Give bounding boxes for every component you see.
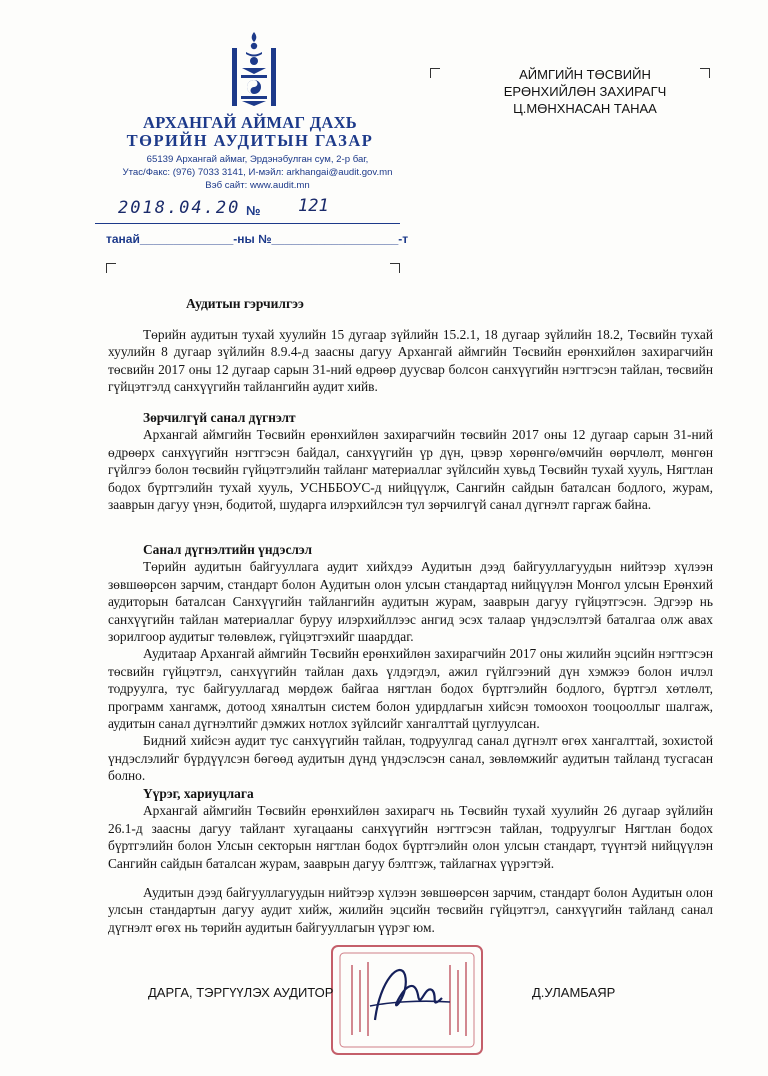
organization-contact: Утас/Факс: (976) 7033 3141, И-мэйл: arkhangai@audit.gov.mn [122,167,393,178]
reference-number: 121 [298,196,329,216]
section-basis-p2: Аудитаар Архангай аймгийн Төсвийн ерөнхийлөн захирагчийн 2017 оны жилийн эцсийн нэгтгэсэн төсвийн гүйцэтгэл, санхүүгийн тайлан дахь үлдэгдэл, ажил гүйлгээний дүн хэмжээ болон ичлэл тодруулга, тус байгууллагад мөрдөж байгаа нягтлан бодох бүртгэлийн бодлого, бүртгэл хөтлөлт, программ хангамж, дотоод хяналтын систем болон удирдлагын хийсэн томоохон тооцооллыг шалгаж, аудитын санал дүгнэлтийг дэмжих нотлох зүйлсийг хангалттай цуглуулсан. [108,646,713,732]
intro-paragraph: Төрийн аудитын тухай хуулийн 15 дугаар зүйлийн 15.2.1, 18 дугаар зүйлийн 18.2, Төсвийн тухай хуулийн 8 дугаар зүйлийн 8.9.4-д заасны дагуу Архангай аймгийн Төсвийн ерөнхийлөн захирагчийн төсвийн 2017 оны 12 дугаар сарын 31-ний өдрөөр дуусвар болсон санхүүгийн нэгтгэсэн тайлан, төсвийн гүйцэтгэлд санхүүгийн тайлангийн аудит хийв. [108,327,713,395]
section-responsibility-heading: Үүрэг, хариуцлага [143,786,254,801]
section-basis-p3: Бидний хийсэн аудит тус санхүүгийн тайлан, тодруулгад санал дүгнэлт өгөх хангалттай, зохистой үндэслэлийг бүрдүүлсэн бөгөөд аудитын дүнд үндэслэсэн санал, зөвлөмжийг аудитын тайланд тусгасан болно. [108,733,713,784]
document-title: Аудитын гэрчилгээ [186,296,304,311]
section-basis-p1: Төрийн аудитын байгууллага аудит хийхдээ Аудитын дээд байгууллагуудын нийтээр хүлээн зөвшөөрсөн зарчим, стандарт болон Аудитын олон улсын стандартад нийцүүлэн Монгол улсын Ерөнхий аудиторын баталсан Санхүүгийн тайлангийн аудитын журам, зааврын дагуу гүйцэтгэсэн. Эдгээр нь санхүүгийн тайлан материаллаг буруу илэрхийллээс ангид эсэх талаар үндэслэлтэй баталгаа олж авах зорилгоор аудитыг төлөвлөж, гүйцэтгэхийг шаарддаг. [108,559,713,645]
organization-website: Вэб сайт: www.audit.mn [205,180,310,191]
recipient-block [470,66,700,117]
section-responsibility [108,785,713,872]
signatory-title: ДАРГА, ТЭРГҮҮЛЭХ АУДИТОР [148,985,334,1000]
recipient-line3: Ц.МӨНХНАСАН ТАНАА [513,101,657,116]
corner-mark [390,263,400,273]
reference-number-label: № [246,203,261,218]
corner-mark [430,68,440,78]
section-basis [108,541,713,785]
reference-date: 2018.04.20 [118,198,241,218]
recipient-line2: ЕРӨНХИЙЛӨН ЗАХИРАГЧ [503,84,667,99]
section-opinion-heading: Зөрчилгүй санал дүгнэлт [143,410,296,425]
official-seal-stamp-icon [320,940,500,1060]
section-basis-heading: Санал дүгнэлтийн үндэслэл [143,542,312,557]
section-responsibility-p2: Аудитын дээд байгууллагуудын нийтээр хүлээн зөвшөөрсөн зарчим, стандарт болон Аудитын олон улсын стандартын дагуу аудит хийж, жилийн эцсийн төсвийн гүйцэтгэл, санхүүгийн тайланд санал дүгнэлт өгөх нь төрийн аудитын байгууллагын үүрэг юм. [108,885,713,935]
corner-mark [700,68,710,78]
signatory-name: Д.УЛАМБАЯР [532,985,616,1000]
organization-name-line2: ТӨРИЙН АУДИТЫН ГАЗАР [126,131,374,150]
organization-address: 65139 Архангай аймаг, Эрдэнэбулган сум, 2-р баг, [146,154,369,165]
reference-reply-line: танай______________-ны №___________________-т [106,232,409,246]
section-opinion-text: Архангай аймгийн Төсвийн ерөнхийлөн захирагчийн төсвийн 2017 оны 12 дугаар сарын 31-ний өдрөөрх санхүүгийн нэгтгэсэн байдал, санхүүгийн үр дүн, цэвэр хөрөнгө/өмчийн өөрчлөлт, мөнгөн гүйлгээ болон төсвийн гүйцэтгэлийн тайланг материаллаг зүйлсийн хувьд Төсвийн тухай хууль, Нягтлан бодох бүртгэлийн тухай хууль, УСНББОУС-д нийцүүлж, Сангийн сайдын баталсан бодлого, журам, зааврын дагуу үнэн, бодитой, шударга илэрхийлсэн тул зөрчилгүй санал дүгнэлт гаргаж байна. [108,427,713,513]
soyombo-emblem-icon [228,30,280,110]
organization-name-line1: АРХАНГАЙ АЙМАГ ДАХЬ [142,113,357,132]
corner-mark [106,263,116,273]
section-responsibility-p1: Архангай аймгийн Төсвийн ерөнхийлөн захирагч нь Төсвийн тухай хуулийн 26 дугаар зүйлийн 26.1-д заасны дагуу тайлант хугацааны санхүүгийн нэгтгэсэн тайлан, тодруулгыг Нягтлан бодох бүртгэлийн болон Улсын секторын нягтлан бодох бүртгэлийн олон улсын стандарт, түүнтэй нийцүүлэн Сангийн сайдын баталсан журам, зааврын дагуу бэлтгэж, тайлагнах үүрэгтэй. [108,803,713,871]
recipient-line1: АЙМГИЙН ТӨСВИЙН [519,67,651,82]
section-opinion [108,409,713,513]
